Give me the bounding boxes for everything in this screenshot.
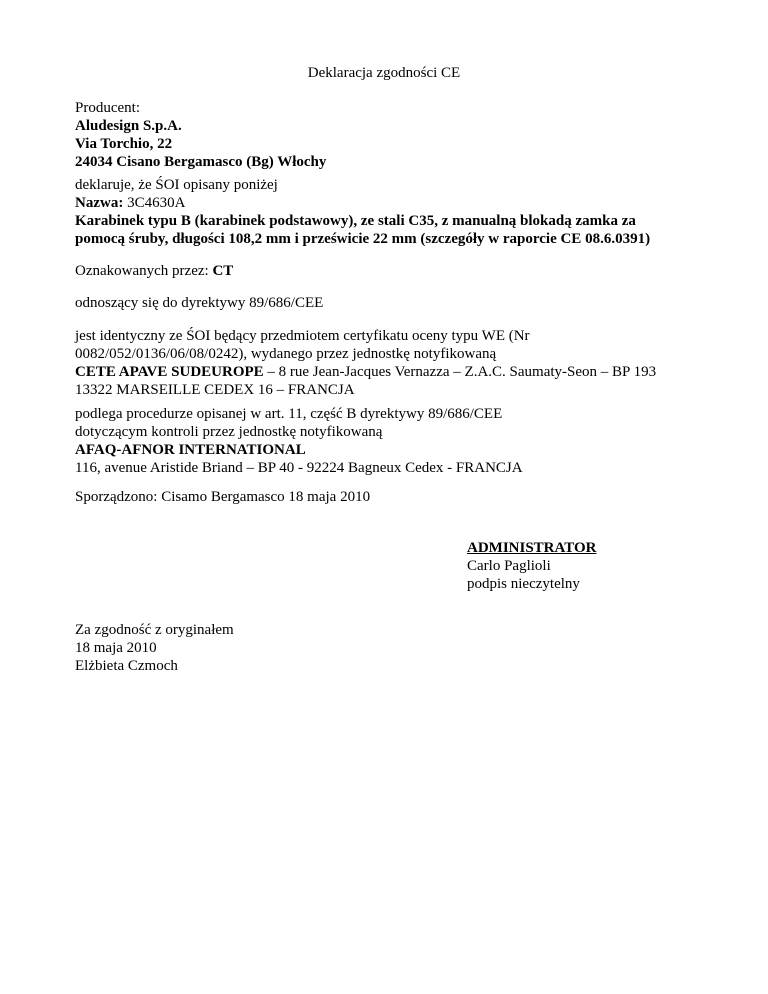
certification-block <box>75 621 715 675</box>
directive-text: odnoszący się do dyrektywy 89/686/CEE <box>75 295 324 311</box>
signature-name: Carlo Paglioli <box>467 558 551 574</box>
certificate-body-city: 13322 MARSEILLE CEDEX 16 – FRANCJA <box>75 382 355 398</box>
declaration-intro: deklaruje, że ŚOI opisany poniżej <box>75 177 278 193</box>
certification-line1: Za zgodność z oryginałem <box>75 622 234 638</box>
procedure-line1: podlega procedurze opisanej w art. 11, część B dyrektywy 89/686/CEE <box>75 406 503 422</box>
certificate-body-address: – 8 rue Jean-Jacques Vernazza – Z.A.C. Saumaty-Seon – BP 193 <box>263 364 657 380</box>
issued-text: Sporządzono: Cisamo Bergamasco 18 maja 2010 <box>75 489 371 505</box>
procedure-line2: dotyczącym kontroli przez jednostkę notyfikowaną <box>75 424 383 440</box>
product-name-line <box>75 194 715 212</box>
product-description-line1: Karabinek typu B (karabinek podstawowy), ze stali C35, z manualną blokadą zamka za <box>75 213 636 229</box>
marking-block <box>75 262 715 280</box>
procedure-body-name: AFAQ-AFNOR INTERNATIONAL <box>75 442 306 458</box>
marking-line <box>75 262 715 280</box>
marking-label: Oznakowanych przez: <box>75 263 213 279</box>
producer-city: 24034 Cisano Bergamasco (Bg) Włochy <box>75 154 327 170</box>
certificate-line2: 0082/052/0136/06/08/0242), wydanego przez jednostkę notyfikowaną <box>75 346 497 362</box>
issued-block <box>75 488 715 506</box>
certificate-body-line <box>75 363 715 381</box>
producer-name: Aludesign S.p.A. <box>75 118 182 134</box>
product-description-line2: pomocą śruby, długości 108,2 mm i prześwicie 22 mm (szczegóły w raporcie CE 08.6.0391) <box>75 231 651 247</box>
document-title: Deklaracja zgodności CE <box>307 65 461 81</box>
producer-block <box>75 99 715 171</box>
certificate-line1: jest identyczny ze ŚOI będący przedmiotem certyfikatu oceny typu WE (Nr <box>75 328 530 344</box>
certification-name: Elżbieta Czmoch <box>75 658 178 674</box>
signature-block <box>467 539 596 593</box>
producer-street: Via Torchio, 22 <box>75 136 173 152</box>
procedure-body-address: 116, avenue Aristide Briand – BP 40 - 92224 Bagneux Cedex - FRANCJA <box>75 460 523 476</box>
signature-role: ADMINISTRATOR <box>467 540 597 556</box>
certification-date: 18 maja 2010 <box>75 640 157 656</box>
producer-label: Producent: <box>75 100 140 116</box>
declaration-block <box>75 176 715 248</box>
certificate-body-name: CETE APAVE SUDEUROPE <box>75 364 264 380</box>
marking-value: CT <box>212 263 234 279</box>
product-name-value: 3C4630A <box>123 195 186 211</box>
procedure-block <box>75 405 715 477</box>
certificate-block <box>75 327 715 399</box>
directive-block <box>75 294 715 312</box>
product-name-label: Nazwa: <box>75 195 124 211</box>
signature-note: podpis nieczytelny <box>467 576 580 592</box>
